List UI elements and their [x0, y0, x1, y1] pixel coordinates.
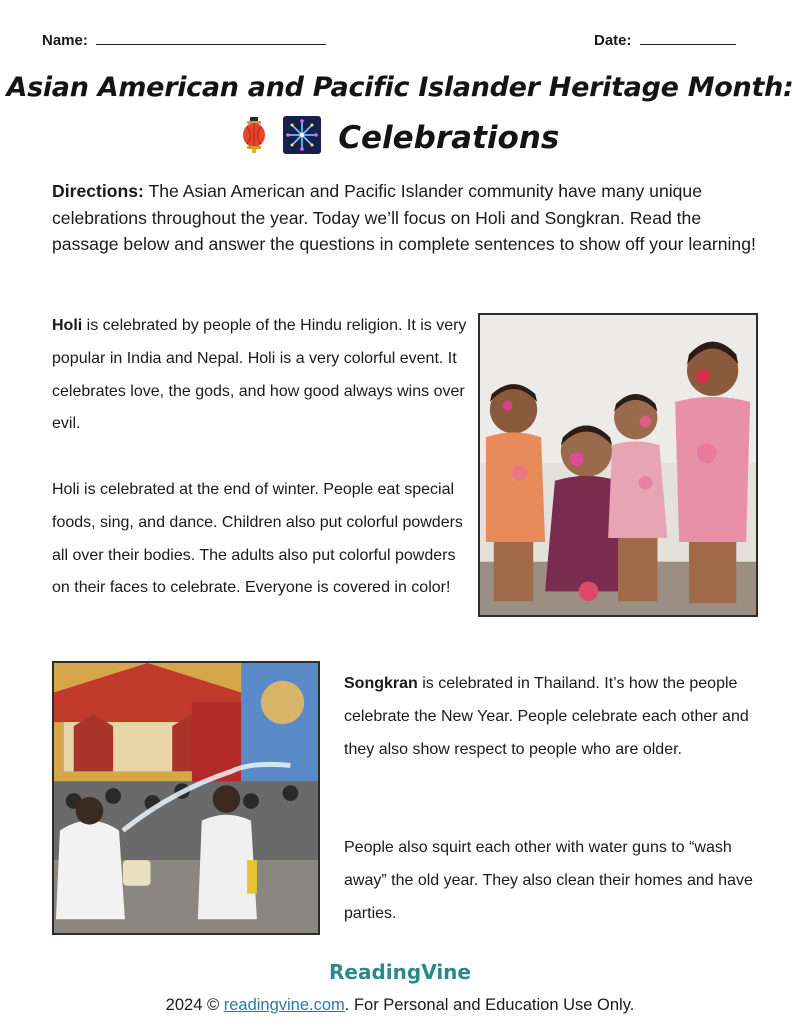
songkran-paragraph-2: People also squirt each other with water guns to “wash away” the old year. They also clean their homes and have parties. — [344, 839, 753, 922]
title-celebrations: Celebrations — [338, 120, 560, 156]
page-title-line2 — [0, 116, 800, 162]
songkran-water-festival-photo — [52, 661, 320, 935]
directions-paragraph — [52, 178, 764, 258]
lantern-icon — [241, 116, 267, 162]
date-label: Date: — [594, 32, 632, 49]
holi-text-1: is celebrated by people of the Hindu religion. It is very popular in India and Nepal. Holi is a very colorful event. It celebrates love, the gods, and how good always wins over evil. — [52, 317, 467, 433]
name-field[interactable] — [42, 32, 326, 49]
readingvine-logo: ReadingVine — [329, 960, 471, 984]
holi-paragraph-1 — [52, 310, 472, 441]
holi-term: Holi — [52, 317, 83, 334]
fireworks-icon — [283, 116, 321, 162]
page-title-line1: Asian American and Pacific Islander Heritage Month: — [6, 72, 794, 103]
holi-children-photo — [478, 313, 758, 617]
songkran-term: Songkran — [344, 675, 418, 692]
footer-prefix: 2024 © — [165, 996, 224, 1014]
footer-suffix: . For Personal and Education Use Only. — [344, 996, 635, 1014]
songkran-paragraph-1 — [344, 668, 764, 766]
footer-copyright — [0, 996, 800, 1015]
directions-label: Directions: — [52, 181, 144, 201]
holi-paragraph-2: Holi is celebrated at the end of winter. People eat special foods, sing, and dance. Children also put colorful powders all over their bodies. The adults also put colorful powders on their faces to celebrate. Everyone is covered in color! — [52, 481, 463, 597]
directions-text: The Asian American and Pacific Islander community have many unique celebrations throughout the year. Today we’ll focus on Holi and Songkran. Read the passage below and answer the questions in complete sentences to show off your learning! — [52, 181, 756, 254]
name-blank[interactable] — [96, 43, 326, 45]
date-blank[interactable] — [640, 43, 736, 45]
date-field[interactable] — [594, 32, 736, 49]
songkran-text-1: is celebrated in Thailand. It’s how the people celebrate the New Year. People celebrate each other and they also show respect to people who are older. — [344, 675, 749, 758]
name-label: Name: — [42, 32, 88, 49]
readingvine-link[interactable]: readingvine.com — [223, 996, 345, 1014]
